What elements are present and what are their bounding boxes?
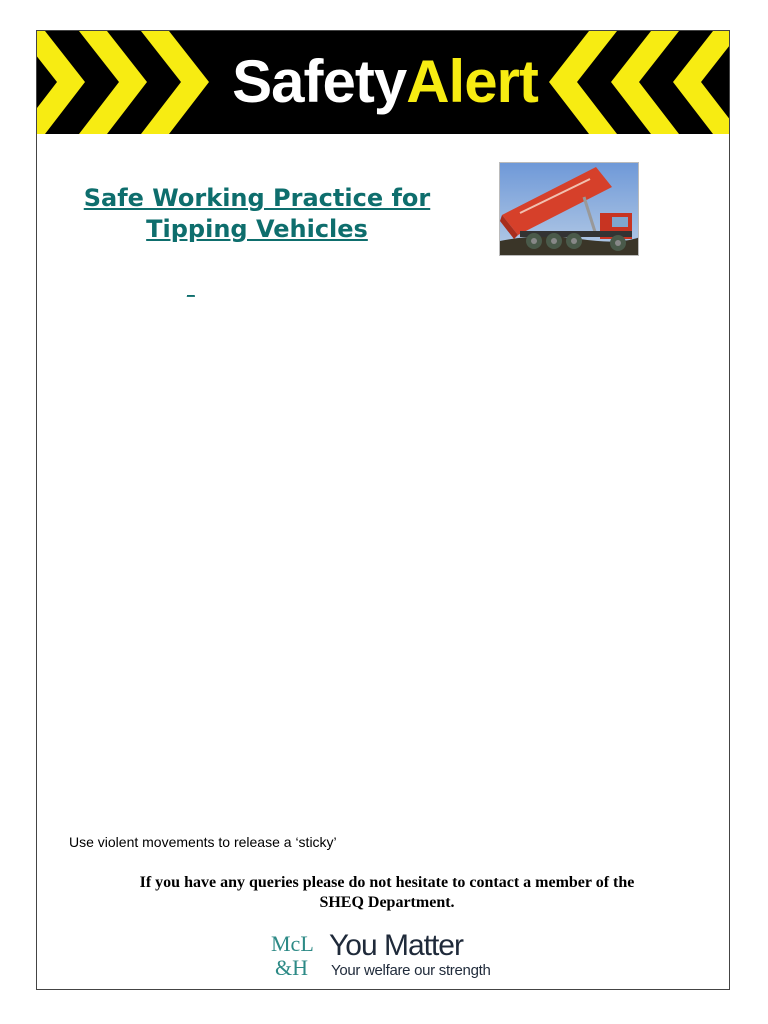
tipper-truck-icon — [500, 163, 639, 256]
tagline-welfare: Your welfare our strength — [331, 962, 491, 979]
safety-alert-banner — [37, 31, 729, 134]
document-title — [77, 183, 437, 245]
contact-notice-line-2: SHEQ Department. — [319, 894, 455, 911]
document-title-line-1: Safe Working Practice for — [83, 184, 431, 212]
contact-notice-line-1: If you have any queries please do not hesitate to contact a member of the — [139, 874, 635, 891]
contact-notice — [97, 873, 677, 913]
tipper-truck-photo — [499, 162, 639, 256]
logo-text-bottom: &H — [275, 955, 308, 979]
safety-alert-page — [36, 30, 730, 990]
banner-title-safety: Safety — [232, 48, 407, 115]
tagline-you-matter: You Matter — [329, 929, 463, 962]
logo-text-top: McL — [271, 931, 314, 956]
mclh-logo — [269, 931, 325, 979]
document-title-line-2: Tipping Vehicles — [146, 215, 368, 243]
banner-title-alert: Alert — [406, 48, 538, 115]
banner-title — [215, 45, 555, 119]
stray-underscore-mark: _ — [187, 281, 195, 297]
instruction-text: Use violent movements to release a ‘sticky’ — [69, 834, 337, 850]
mclh-logo-icon — [269, 931, 325, 979]
